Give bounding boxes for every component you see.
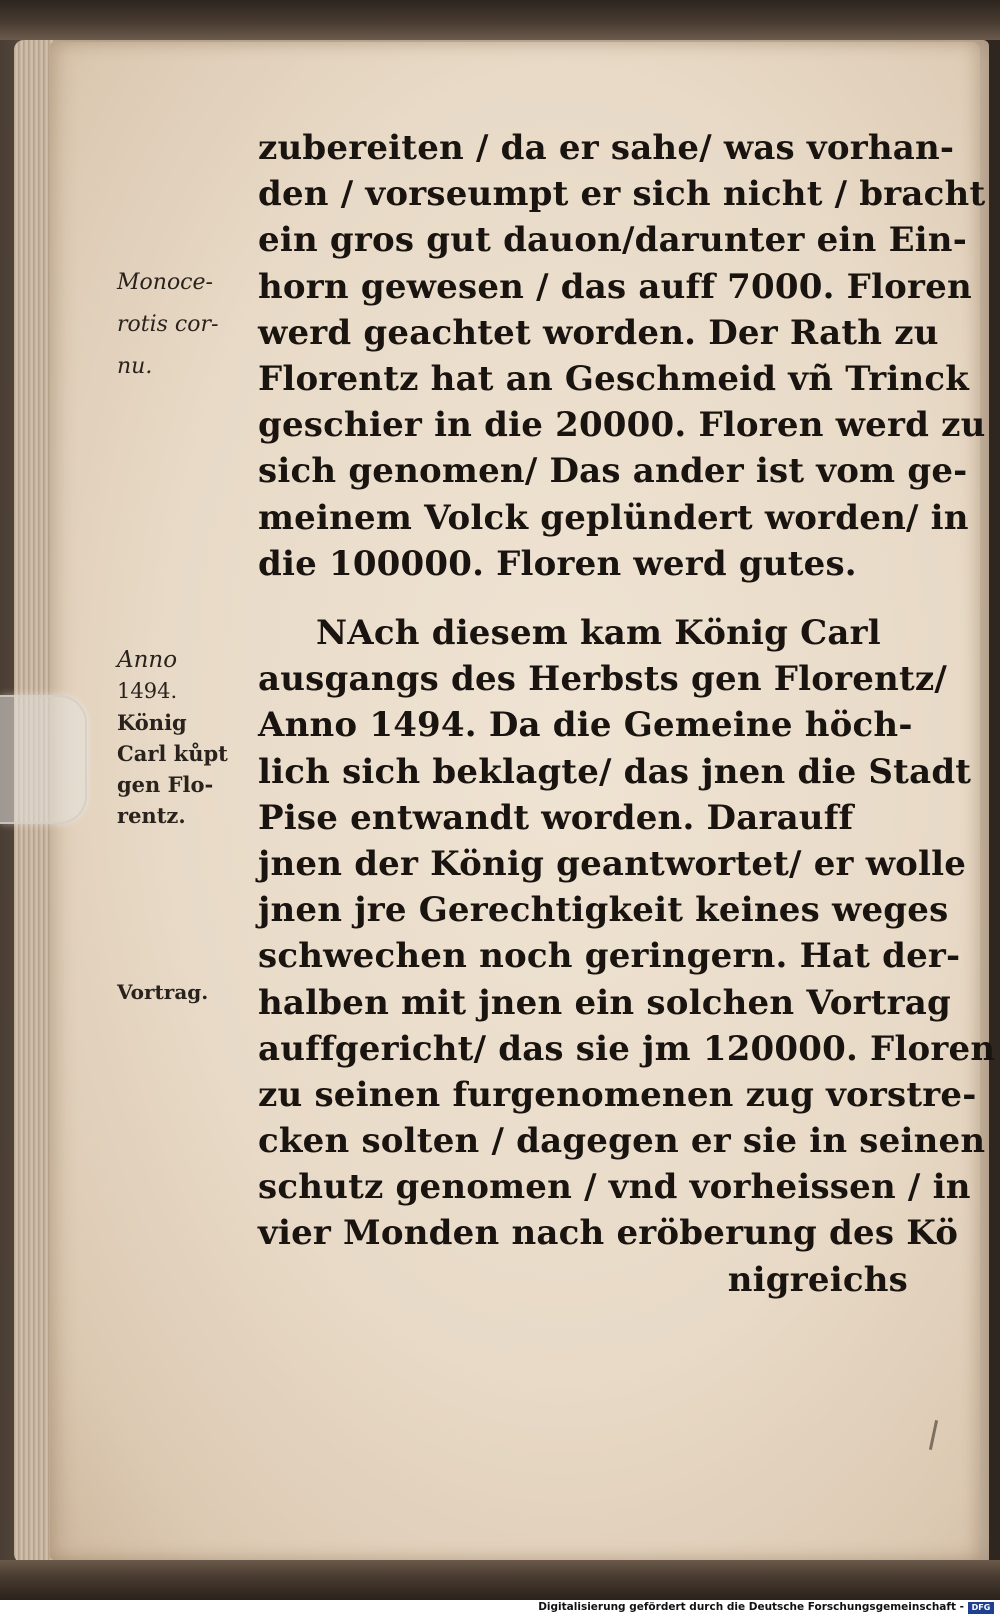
text-line: vier Monden nach eröberung des Kö <box>258 1213 959 1254</box>
margin-note-line: Carl kůpt <box>117 741 228 766</box>
dfg-logo: DFG <box>968 1602 994 1614</box>
text-line: auffgericht/ das sie jm 120000. Floren <box>258 1028 996 1069</box>
margin-note-anno <box>117 645 228 831</box>
text-line: zubereiten / da er sahe/ was vorhan- <box>258 128 955 168</box>
text-line: schutz genomen / vnd vorheissen / in <box>258 1167 971 1208</box>
margin-note-line: nu. <box>117 354 153 379</box>
book-binding-bottom <box>0 1560 1000 1600</box>
margin-note-line: Monoce- <box>117 270 213 295</box>
catchword: nigreichs <box>727 1259 908 1300</box>
margin-note-latin <box>117 262 218 388</box>
text-line: halben mit jnen ein solchen Vortrag <box>258 982 951 1023</box>
text-line: ausgangs des Herbsts gen Florentz/ <box>258 659 948 700</box>
text-line: die 100000. Floren werd gutes. <box>258 543 857 584</box>
text-line: jnen der König geantwortet/ er wolle <box>258 843 967 884</box>
margin-note-vortrag: Vortrag. <box>117 980 209 1004</box>
margin-note-line: rotis cor- <box>117 312 219 337</box>
text-line: meinem Volck geplündert worden/ in <box>258 497 969 538</box>
margin-note-line: gen Flo- <box>117 772 214 797</box>
text-line: cken solten / dagegen er sie in seinen <box>258 1121 986 1162</box>
text-line: jnen jre Gerechtigkeit keines weges <box>258 890 949 931</box>
page-clip <box>0 695 87 824</box>
text-line: NAch diesem kam König Carl <box>316 613 881 653</box>
body-text-block-1 <box>258 125 986 587</box>
text-line: Anno 1494. Da die Gemeine höch- <box>258 705 913 746</box>
text-line: lich sich beklagte/ das jnen die Stadt <box>258 751 972 792</box>
text-line: werd geachtet worden. Der Rath zu <box>258 312 939 353</box>
margin-note-line: Anno <box>117 647 178 673</box>
margin-note-line: König <box>117 710 187 735</box>
digitization-credit: Digitalisierung gefördert durch die Deutsche Forschungsgemeinschaft - <box>538 1601 964 1613</box>
text-line: den / vorseumpt er sich nicht / bracht <box>258 174 986 215</box>
margin-note-line: 1494. <box>117 679 178 703</box>
book-binding-top <box>0 0 1000 40</box>
text-line: Pise entwandt worden. Darauff <box>258 797 854 838</box>
text-line: Florentz hat an Geschmeid vñ Trinck <box>258 358 970 399</box>
text-line: schwechen noch geringern. Hat der- <box>258 936 961 977</box>
text-line: horn gewesen / das auff 7000. Floren <box>258 266 972 307</box>
text-line: sich genomen/ Das ander ist vom ge- <box>258 451 968 492</box>
text-line: zu seinen furgenomenen zug vorstre- <box>258 1074 977 1115</box>
margin-note-line: rentz. <box>117 803 186 828</box>
body-text-block-2 <box>258 610 996 1303</box>
text-line: geschier in die 20000. Floren werd zu <box>258 405 986 446</box>
text-line: ein gros gut dauon/darunter ein Ein- <box>258 220 968 261</box>
